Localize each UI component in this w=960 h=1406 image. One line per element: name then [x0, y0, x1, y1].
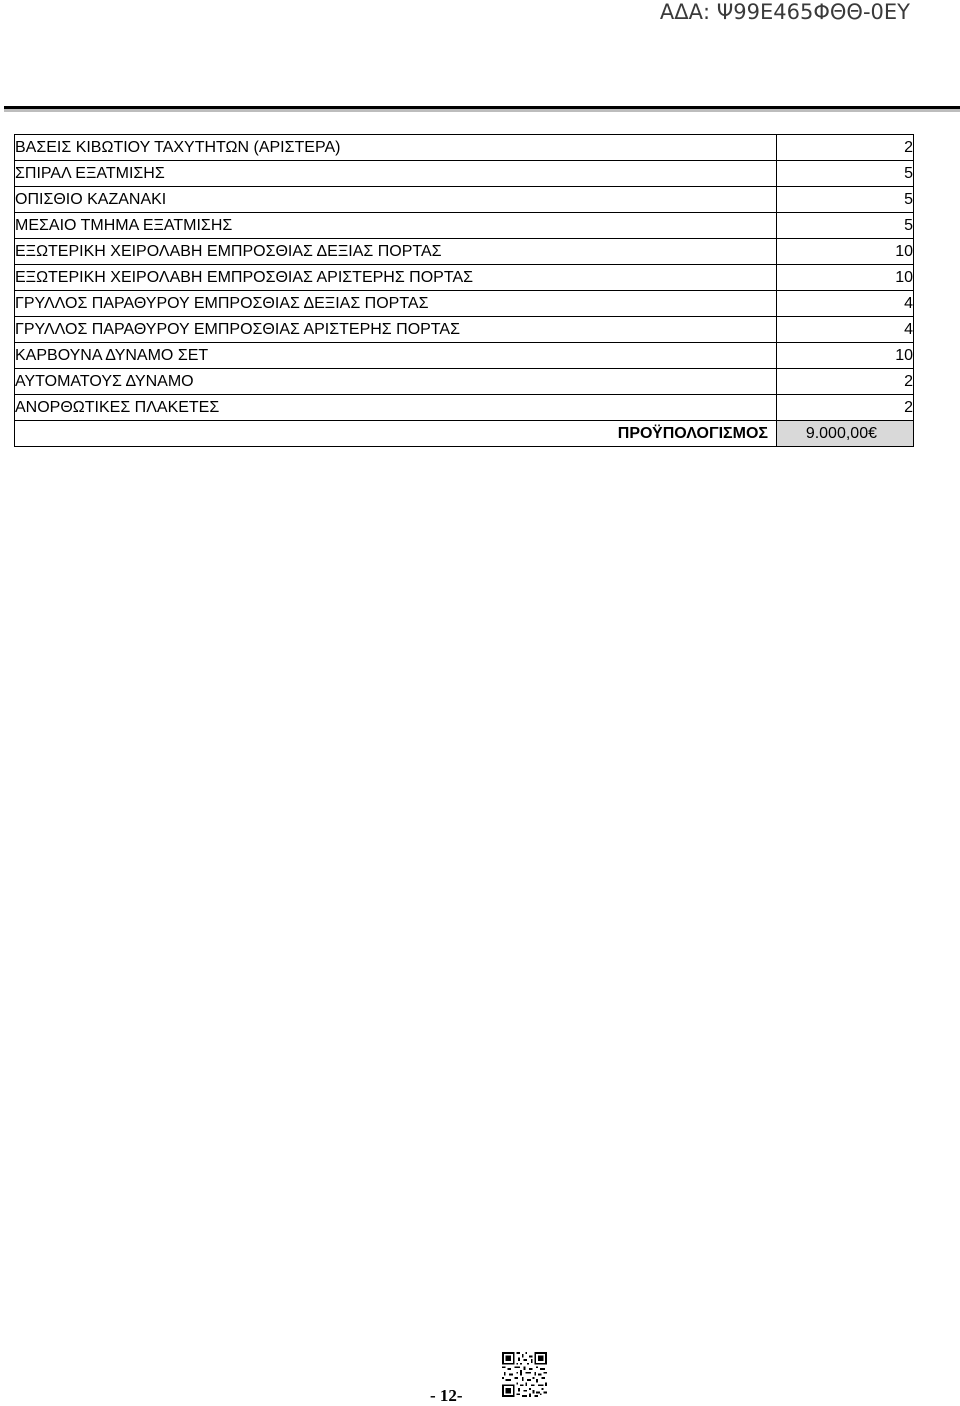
items-table-body: [15, 135, 914, 447]
item-quantity: 10: [777, 265, 914, 291]
total-row: [15, 421, 914, 447]
table-row: [15, 187, 914, 213]
item-description: ΒΑΣΕΙΣ ΚΙΒΩΤΙΟΥ ΤΑΧΥΤΗΤΩΝ (ΑΡΙΣΤΕΡΑ): [15, 135, 777, 161]
table-row: [15, 213, 914, 239]
item-description: ΕΞΩΤΕΡΙΚΗ ΧΕΙΡΟΛΑΒΗ ΕΜΠΡΟΣΘΙΑΣ ΑΡΙΣΤΕΡΗΣ ΠΟΡΤΑΣ: [15, 265, 777, 291]
table-row: [15, 317, 914, 343]
item-description: ΑΥΤΟΜΑΤΟΥΣ ΔΥΝΑΜΟ: [15, 369, 777, 395]
item-quantity: 2: [777, 135, 914, 161]
item-quantity: 5: [777, 161, 914, 187]
item-description: ΑΝΟΡΘΩΤΙΚΕΣ ΠΛΑΚΕΤΕΣ: [15, 395, 777, 421]
table-row: [15, 135, 914, 161]
item-quantity: 5: [777, 187, 914, 213]
item-description: ΣΠΙΡΑΛ ΕΞΑΤΜΙΣΗΣ: [15, 161, 777, 187]
table-row: [15, 291, 914, 317]
item-quantity: 10: [777, 239, 914, 265]
table-row: [15, 161, 914, 187]
item-quantity: 10: [777, 343, 914, 369]
item-description: ΟΠΙΣΘΙΟ ΚΑΖΑΝΑΚΙ: [15, 187, 777, 213]
item-quantity: 5: [777, 213, 914, 239]
item-description: ΚΑΡΒΟΥΝΑ ΔΥΝΑΜΟ ΣΕΤ: [15, 343, 777, 369]
qr-code-icon: [502, 1352, 547, 1397]
items-table: [14, 134, 914, 447]
item-quantity: 2: [777, 369, 914, 395]
item-description: ΓΡΥΛΛΟΣ ΠΑΡΑΘΥΡΟΥ ΕΜΠΡΟΣΘΙΑΣ ΔΕΞΙΑΣ ΠΟΡΤΑΣ: [15, 291, 777, 317]
budget-label: ΠΡΟΫΠΟΛΟΓΙΣΜΟΣ: [15, 421, 777, 447]
table-row: [15, 395, 914, 421]
table-row: [15, 265, 914, 291]
item-description: ΓΡΥΛΛΟΣ ΠΑΡΑΘΥΡΟΥ ΕΜΠΡΟΣΘΙΑΣ ΑΡΙΣΤΕΡΗΣ ΠΟΡΤΑΣ: [15, 317, 777, 343]
ada-identifier: ΑΔΑ: Ψ99Ε465ΦΘΘ-0ΕΥ: [659, 0, 910, 24]
table-row: [15, 369, 914, 395]
table-row: [15, 343, 914, 369]
item-quantity: 2: [777, 395, 914, 421]
item-quantity: 4: [777, 291, 914, 317]
table-row: [15, 239, 914, 265]
item-quantity: 4: [777, 317, 914, 343]
item-description: ΜΕΣΑΙΟ ΤΜΗΜΑ ΕΞΑΤΜΙΣΗΣ: [15, 213, 777, 239]
budget-value: 9.000,00€: [777, 421, 914, 447]
page-number: - 12-: [430, 1386, 463, 1405]
item-description: ΕΞΩΤΕΡΙΚΗ ΧΕΙΡΟΛΑΒΗ ΕΜΠΡΟΣΘΙΑΣ ΔΕΞΙΑΣ ΠΟΡΤΑΣ: [15, 239, 777, 265]
header-divider-shadow: [4, 109, 960, 112]
